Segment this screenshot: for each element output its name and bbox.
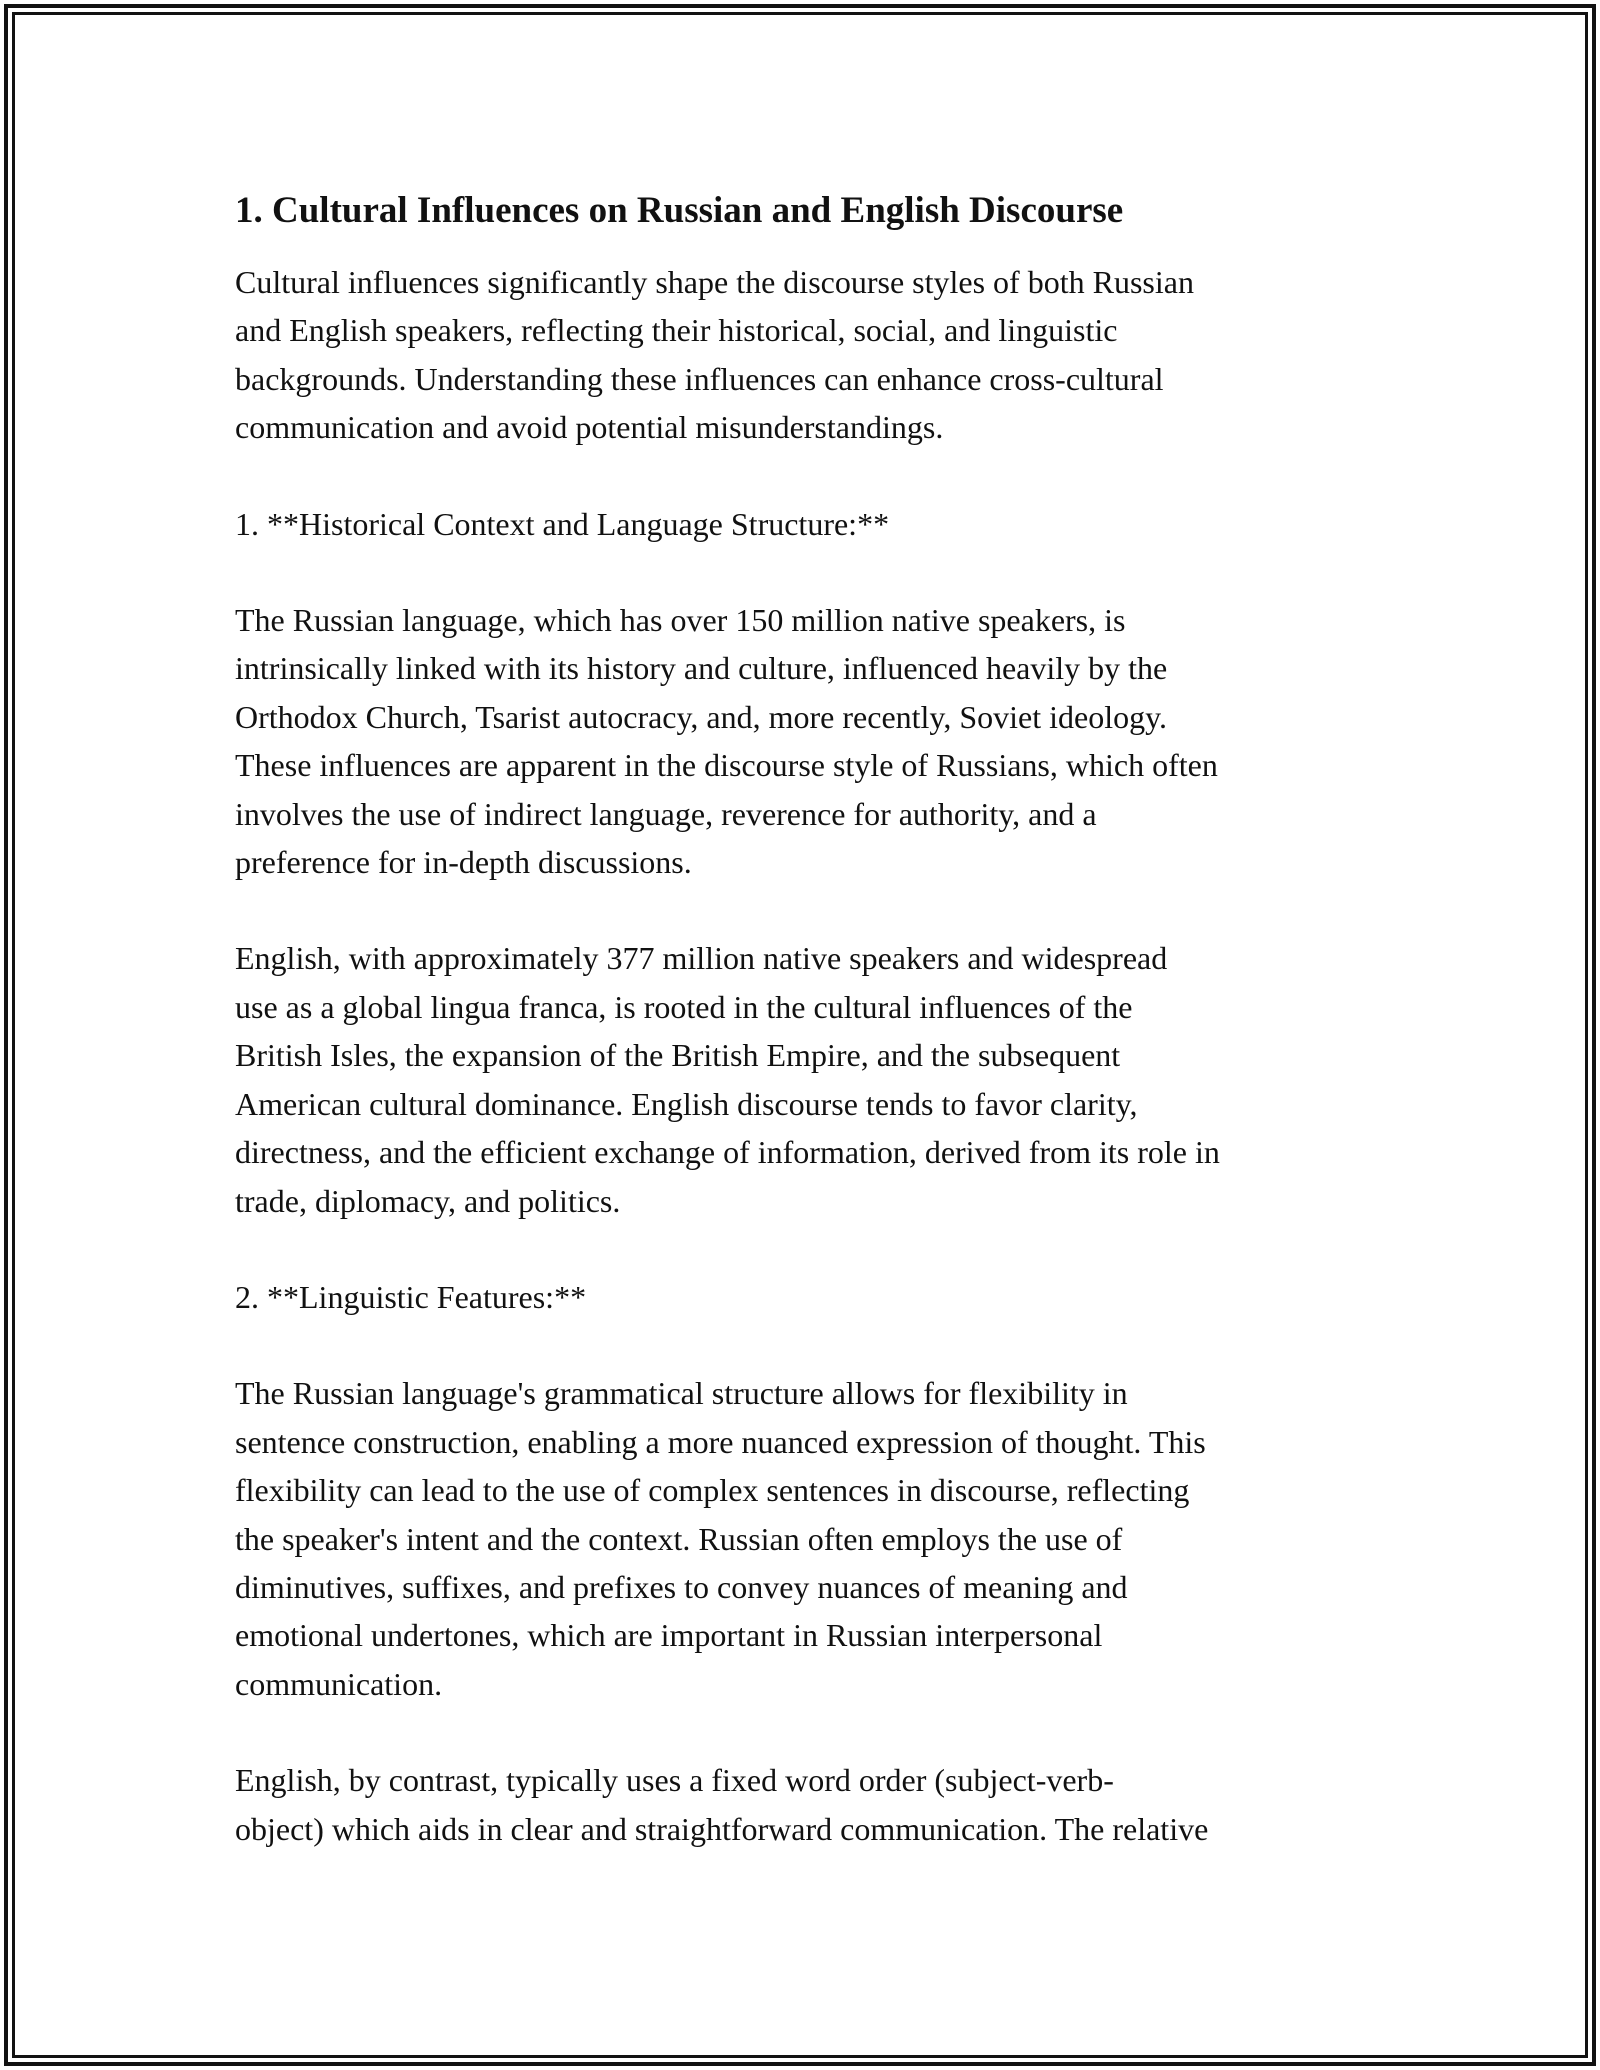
list-item-heading-linguistic-features: 2. **Linguistic Features:** [235,1278,587,1315]
paragraph-english-word-order: English, by contrast, typically uses a fixed word order (subject-verb- object) which aids in clear and straightforward communication. The relative [235,1762,1209,1847]
list-item-heading-historical-context: 1. **Historical Context and Language Structure:** [235,505,890,542]
section-heading: 1. Cultural Influences on Russian and English Discourse [235,190,1124,231]
paragraph-russian-grammar: The Russian language's grammatical structure allows for flexibility in sentence construction, enabling a more nuanced expression of thought. This flexibility can lead to the use of complex sentences in discourse, reflecting the speaker's intent and the context. Russian often employs the use of diminutives, suffixes, and prefixes to convey nuances of meaning and emotional undertones, which are important in Russian interpersonal communication. [235,1375,1206,1702]
paragraph-english-history: English, with approximately 377 million native speakers and widespread use as a global lingua franca, is rooted in the cultural influences of the British Isles, the expansion of the British Empire, and the subsequent American cultural dominance. English discourse tends to favor clarity, directness, and the efficient exchange of information, derived from its role in trade, diplomacy, and politics. [235,940,1220,1219]
document-body [235,186,1385,1853]
paragraph-russian-history: The Russian language, which has over 150 million native speakers, is intrinsically linked with its history and culture, influenced heavily by the Orthodox Church, Tsarist autocracy, and, more recently, Soviet ideology. These influences are apparent in the discourse style of Russians, which often involves the use of indirect language, reverence for authority, and a preference for in-depth discussions. [235,602,1218,881]
intro-paragraph: Cultural influences significantly shape the discourse styles of both Russian and English speakers, reflecting their historical, social, and linguistic backgrounds. Understanding these influences can enhance cross-cultural communication and avoid potential misunderstandings. [235,264,1194,446]
